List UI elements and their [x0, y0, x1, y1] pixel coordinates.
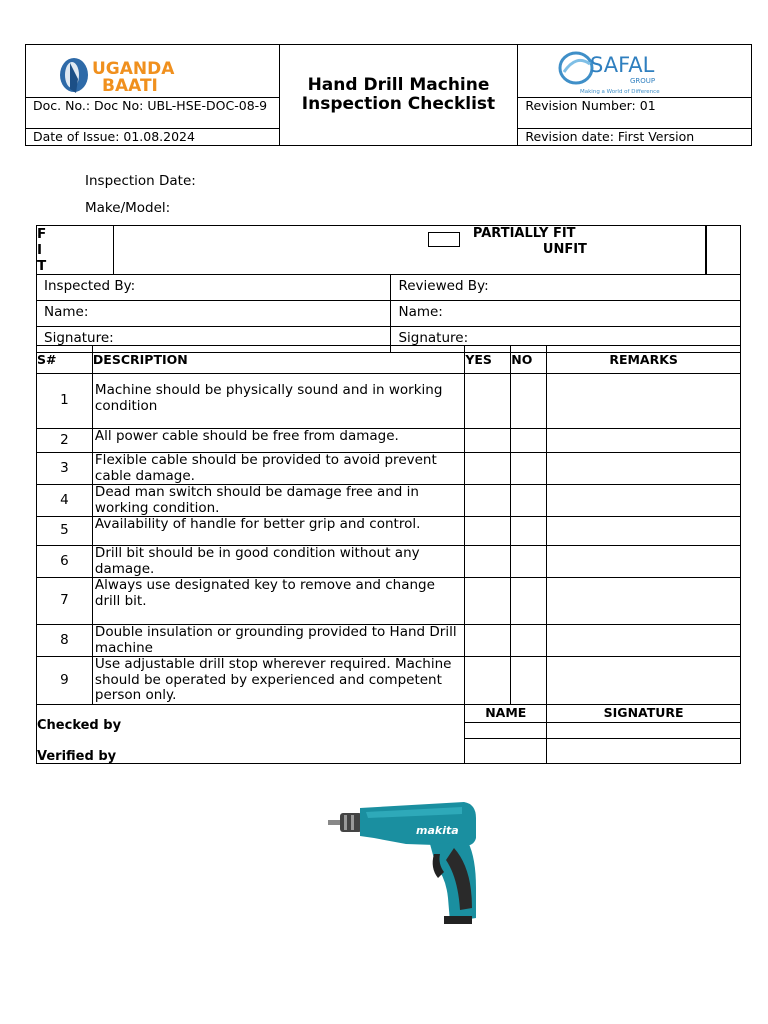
inspector-name-field[interactable]: Name:	[37, 301, 391, 327]
no-cell[interactable]	[511, 578, 547, 625]
row-description: Availability of handle for better grip and control.	[92, 517, 464, 546]
status-end-cell	[706, 226, 741, 275]
yes-cell[interactable]	[465, 657, 511, 705]
svg-text:UGANDA: UGANDA	[92, 59, 175, 79]
yes-cell[interactable]	[465, 429, 511, 453]
yes-cell[interactable]	[465, 453, 511, 485]
remarks-cell[interactable]	[547, 578, 741, 625]
document-title: Hand Drill Machine Inspection Checklist	[279, 45, 518, 146]
no-cell[interactable]	[511, 517, 547, 546]
svg-text:GROUP: GROUP	[630, 77, 656, 85]
reviewer-signature-field[interactable]: Signature:	[391, 327, 741, 353]
remarks-cell[interactable]	[547, 374, 741, 429]
table-row	[37, 578, 741, 625]
col-header-sn: S#	[37, 346, 93, 374]
document-header	[25, 44, 752, 146]
yes-cell[interactable]	[465, 485, 511, 517]
col-header-yes: YES	[465, 346, 511, 374]
remarks-cell[interactable]	[547, 625, 741, 657]
checked-by-label: Checked by	[37, 717, 122, 733]
remarks-cell[interactable]	[547, 453, 741, 485]
inspected-by-field[interactable]: Inspected By:	[37, 275, 391, 301]
remarks-cell[interactable]	[547, 429, 741, 453]
table-row	[37, 657, 741, 705]
signoff-header-row	[37, 704, 741, 722]
verified-by-label: Verified by	[37, 748, 117, 764]
svg-text:Making a World of Difference: Making a World of Difference	[580, 89, 660, 95]
row-description: Flexible cable should be provided to avoid prevent cable damage.	[92, 453, 464, 485]
revision-date: Revision date: First Version	[518, 129, 752, 146]
table-row	[37, 453, 741, 485]
no-cell[interactable]	[511, 657, 547, 705]
safal-group-logo-cell	[518, 45, 752, 98]
checked-by-signature-field[interactable]	[547, 722, 741, 738]
row-number: 8	[37, 625, 93, 657]
reviewer-name-field[interactable]: Name:	[391, 301, 741, 327]
safal-group-logo	[556, 48, 666, 98]
no-cell[interactable]	[511, 625, 547, 657]
yes-cell[interactable]	[465, 546, 511, 578]
yes-cell[interactable]	[465, 578, 511, 625]
row-number: 5	[37, 517, 93, 546]
uganda-baati-logo	[56, 49, 186, 97]
row-number: 9	[37, 657, 93, 705]
date-of-issue: Date of Issue: 01.08.2024	[26, 129, 280, 146]
hand-drill-image	[326, 798, 486, 928]
row-number: 7	[37, 578, 93, 625]
row-description: All power cable should be free from damage.	[92, 429, 464, 453]
table-row	[37, 485, 741, 517]
partially-fit-label: PARTIALLY FIT	[472, 226, 576, 241]
row-number: 6	[37, 546, 93, 578]
svg-text:BAATI: BAATI	[102, 76, 158, 96]
status-signoff-table	[36, 225, 741, 353]
row-description: Drill bit should be in good condition without any damage.	[92, 546, 464, 578]
table-row	[37, 374, 741, 429]
row-description: Machine should be physically sound and in working condition	[92, 374, 464, 429]
no-cell[interactable]	[511, 546, 547, 578]
checked-by-name-field[interactable]	[465, 722, 547, 738]
uganda-baati-logo-cell	[26, 45, 280, 98]
verified-by-name-field[interactable]	[465, 738, 547, 763]
partially-fit-checkbox[interactable]	[428, 232, 460, 247]
row-number: 1	[37, 374, 93, 429]
make-model-label: Make/Model:	[85, 200, 171, 216]
inspector-signature-field[interactable]: Signature:	[37, 327, 391, 353]
signature-column-header: SIGNATURE	[547, 704, 741, 722]
partially-unfit-cell	[113, 226, 705, 275]
col-header-no: NO	[511, 346, 547, 374]
yes-cell[interactable]	[465, 374, 511, 429]
yes-cell[interactable]	[465, 625, 511, 657]
yes-cell[interactable]	[465, 517, 511, 546]
no-cell[interactable]	[511, 374, 547, 429]
remarks-cell[interactable]	[547, 517, 741, 546]
name-column-header: NAME	[465, 704, 547, 722]
row-number: 4	[37, 485, 93, 517]
revision-number: Revision Number: 01	[518, 98, 752, 129]
remarks-cell[interactable]	[547, 657, 741, 705]
table-row	[37, 429, 741, 453]
drill-brand-label: makita	[416, 824, 459, 837]
remarks-cell[interactable]	[547, 546, 741, 578]
col-header-remarks: REMARKS	[547, 346, 741, 374]
no-cell[interactable]	[511, 485, 547, 517]
row-number: 2	[37, 429, 93, 453]
remarks-cell[interactable]	[547, 485, 741, 517]
inspection-checklist-table	[36, 345, 741, 764]
reviewed-by-field[interactable]: Reviewed By:	[391, 275, 741, 301]
unfit-label: UNFIT	[542, 242, 587, 257]
col-header-description: DESCRIPTION	[92, 346, 464, 374]
fit-status-cell[interactable]: F I T	[37, 226, 114, 275]
row-description: Double insulation or grounding provided to Hand Drill machine	[92, 625, 464, 657]
no-cell[interactable]	[511, 453, 547, 485]
no-cell[interactable]	[511, 429, 547, 453]
row-number: 3	[37, 453, 93, 485]
checked-verified-cell	[37, 704, 465, 763]
table-row	[37, 625, 741, 657]
svg-text:SAFAL: SAFAL	[590, 53, 655, 77]
row-description: Use adjustable drill stop wherever required. Machine should be operated by experienced and competent person only.	[92, 657, 464, 705]
doc-number: Doc. No.: Doc No: UBL-HSE-DOC-08-9	[26, 98, 280, 129]
row-description: Dead man switch should be damage free and in working condition.	[92, 485, 464, 517]
inspection-date-label: Inspection Date:	[85, 173, 196, 189]
table-row	[37, 517, 741, 546]
verified-by-signature-field[interactable]	[547, 738, 741, 763]
table-row	[37, 546, 741, 578]
row-description: Always use designated key to remove and change drill bit.	[92, 578, 464, 625]
